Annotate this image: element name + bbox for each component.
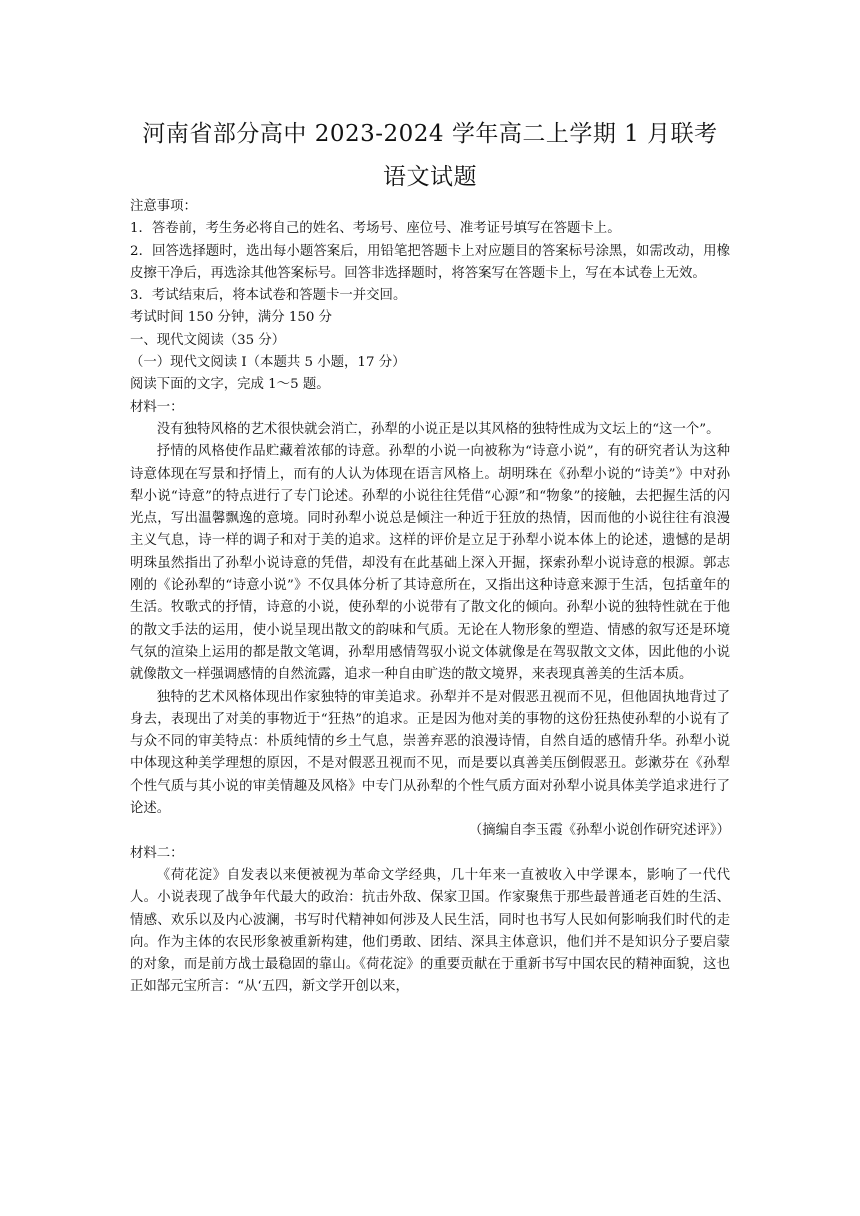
material-1-label: 材料一： bbox=[130, 399, 184, 415]
material-1-source: （摘编自李玉霞《孙犁小说创作研究述评》） bbox=[468, 823, 730, 839]
exam-title: 河南省部分高中 2023-2024 学年高二上学期 1 月联考 bbox=[142, 121, 718, 147]
material-2-paragraph-1: 《荷花淀》自发表以来便被视为革命文学经典，几十年来一直被收入中学课本，影响了一代代人。小说表现了战争年代最大的政治：抗击外敌、保家卫国。作家聚焦于那些最普通老百姓的生活、情感、欢乐以及内心波澜，书写时代精神如何涉及人民生活，同时也书写人民如何影响我们时代的走向。作为主体的农民形象被重新构建，他们勇敢、团结、深具主体意识，他们并不是知识分子要启蒙的对象，而是前方战士最稳固的靠山。《荷花淀》的重要贡献在于重新书写中国农民的精神面貌，这也正如郜元宝所言：“从‘五四，新文学开创以来， bbox=[130, 867, 730, 995]
material-1-paragraph-3: 独特的艺术风格体现出作家独特的审美追求。孙犁并不是对假恶丑视而不见，但他固执地背过了身去，表现出了对美的事物近于“狂热”的追求。正是因为他对美的事物的这份狂热使孙犁的小说有了与众不同的审美特点：朴质纯情的乡土气息，崇善弃恶的浪漫诗情，自然自适的感情升华。孙犁小说中体现这种美学理想的原因，不是对假恶丑视而不见，而是要以真善美压倒假恶丑。彭漱芬在《孙犁个性气质与其小说的审美情趣及风格》中专门从孙犁的个性气质方面对孙犁小说具体美学追求进行了论述。 bbox=[130, 689, 730, 817]
note-item-3: 3．考试结束后，将本试卷和答题卡一并交回。 bbox=[130, 288, 407, 304]
exam-time: 考试时间 150 分钟，满分 150 分 bbox=[130, 310, 333, 326]
material-2-label: 材料二： bbox=[130, 845, 184, 861]
note-item-2: 2．回答选择题时，选出每小题答案后，用铅笔把答题卡上对应题目的答案标号涂黑，如需改动，用橡皮擦干净后，再选涂其他答案标号。回答非选择题时，将答案写在答题卡上，写在本试卷上无效。 bbox=[130, 243, 730, 281]
reading-instruction: 阅读下面的文字，完成 1～5 题。 bbox=[130, 377, 330, 393]
material-1-paragraph-2: 抒情的风格使作品贮藏着浓郁的诗意。孙犁的小说一向被称为“诗意小说”，有的研究者认为这种诗意体现在写景和抒情上，而有的人认为体现在语言风格上。胡明珠在《孙犁小说的“诗美”》中对孙犁小说“诗意”的特点进行了专门论述。孙犁的小说往往凭借“心源”和“物象”的接触，去把握生活的闪光点，写出温馨飘逸的意境。同时孙犁小说总是倾注一种近于狂放的热情，因而他的小说往往有浪漫主义气息，诗一样的调子和对于美的追求。这样的评价是立足于孙犁小说本体上的论述，遗憾的是胡明珠虽然指出了孙犁小说诗意的凭借，却没有在此基础上深入开掘，探索孙犁小说诗意的根源。郭志刚的《论孙犁的“诗意小说”》不仅具体分析了其诗意所在，又指出这种诗意来源于生活，包括童年的生活。牧歌式的抒情，诗意的小说，使孙犁的小说带有了散文化的倾向。孙犁小说的独特性就在于他的散文手法的运用，使小说呈现出散文的韵味和气质。无论在人物形象的塑造、情感的叙写还是环境气氛的渲染上运用的都是散文笔调，孙犁用感情驾驭小说文体就像是在驾驭散文文体，因此他的小说就像散文一样强调感情的自然流露，追求一种自由旷迭的散文境界，来表现真善美的生活本质。 bbox=[130, 444, 730, 683]
section-heading: 一、现代文阅读（35 分） bbox=[130, 332, 286, 348]
document-body bbox=[130, 196, 730, 999]
note-item-1: 1．答卷前，考生务必将自己的姓名、考场号、座位号、准考证号填写在答题卡上。 bbox=[130, 221, 621, 237]
material-1-paragraph-1: 没有独特风格的艺术很快就会消亡，孙犁的小说正是以其风格的独特性成为文坛上的“这一个”。 bbox=[156, 421, 720, 437]
notes-heading: 注意事项： bbox=[130, 199, 197, 214]
subsection-heading: （一）现代文阅读 I（本题共 5 小题，17 分） bbox=[130, 355, 406, 371]
exam-subtitle: 语文试题 bbox=[383, 164, 477, 190]
